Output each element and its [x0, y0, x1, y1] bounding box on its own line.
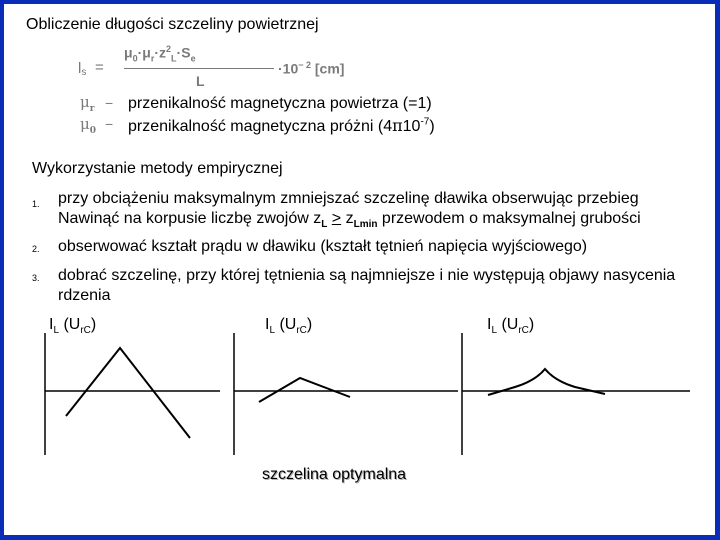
graph-large-gap — [45, 333, 220, 455]
step-line: Nawinąć na korpusie liczbę zwojów $z_L > z_{Lmin}$ przewodem o maksymalnej grubości — [58, 210, 641, 231]
optimal-gap-label: szczelina optymalna — [262, 466, 407, 483]
step-number: 3. — [32, 273, 40, 283]
step-item: dobrać szczelinę, przy której tętnienia są najmniejsze i nie występują objawy nasycenia rdzenia — [58, 267, 676, 304]
formula-numerator: $\mu_0\cdot\mu_r\cdot z^2_L\cdot S_e$ — [124, 44, 196, 64]
definition-dash: − — [105, 95, 114, 111]
formula-equals: = — [95, 59, 104, 76]
mu-0-definition: przenikalność magnetyczna próżni $(4\pi 10^{-7})$ — [128, 116, 435, 135]
graph-optimal-gap — [234, 333, 458, 455]
graph-axis-label: $I_L$ $(U_{rC})$ — [487, 316, 535, 337]
step-number: 1. — [32, 199, 40, 209]
graph-axis-label: $I_L$ $(U_{rC})$ — [265, 316, 313, 337]
graph-axis-label: $I_L$ $(U_{rC})$ — [49, 316, 97, 337]
mu-r-definition: przenikalność magnetyczna powietrza (=1) — [128, 95, 432, 112]
formula-scale-unit: $\cdot 10^{- 2}$ [cm] — [278, 60, 345, 77]
definition-dash: − — [105, 116, 114, 132]
graph-saturation — [462, 333, 690, 455]
formula-denominator: L — [196, 73, 205, 89]
empirical-method-heading: Wykorzystanie metody empirycznej — [32, 160, 283, 177]
step-number: 2. — [32, 244, 40, 254]
mu-0-symbol: $\mu_0$ — [80, 115, 97, 136]
step-line: przy obciążeniu maksymalnym zmniejszać szczelinę dławika obserwując przebieg — [58, 190, 639, 207]
slide-title: Obliczenie długości szczeliny powietrznej — [26, 16, 319, 33]
mu-r-symbol: $\mu_r$ — [80, 93, 95, 114]
formula-lhs: $l_s$ — [78, 60, 87, 78]
step-item: obserwować kształt prądu w dławiku (kształt tętnień napięcia wyjściowego) — [58, 238, 588, 255]
